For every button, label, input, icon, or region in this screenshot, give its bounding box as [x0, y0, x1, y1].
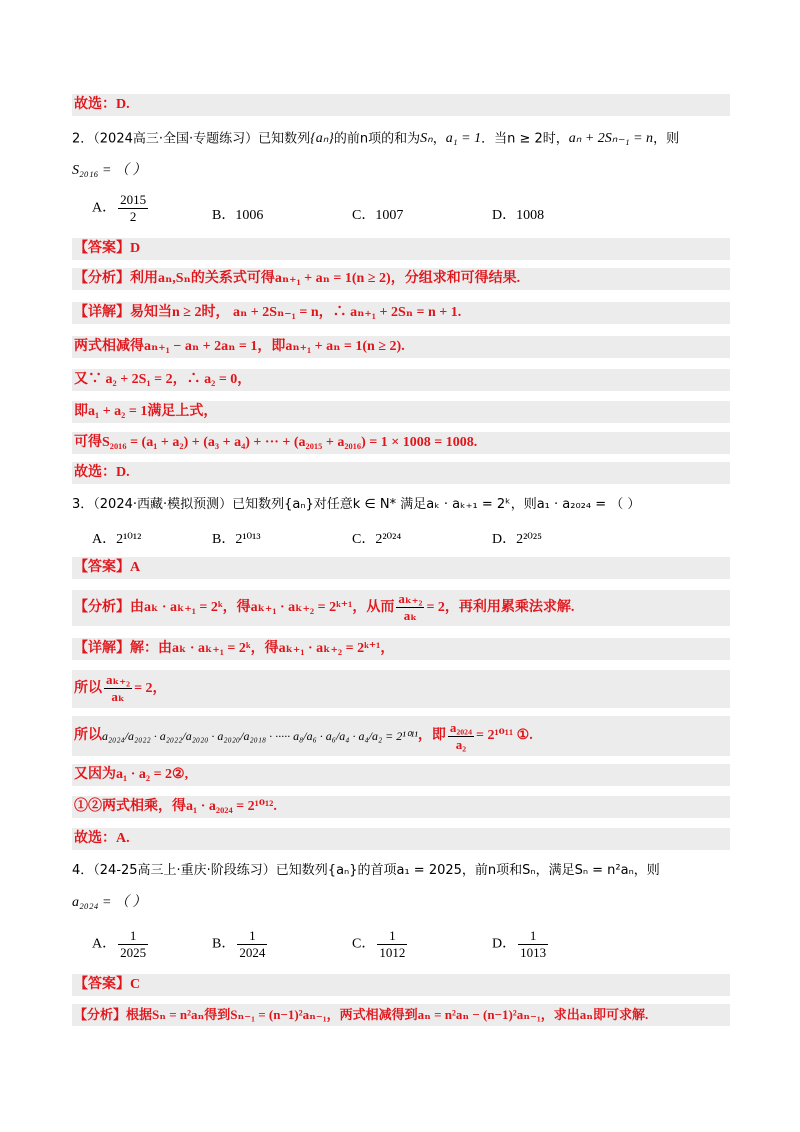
q3-answer: 【答案】A	[72, 557, 730, 579]
question-2-stem: 2．（2024高三·全国·专题练习）已知数列{aₙ}的前n项的和为Sₙ，a₁ = 1．当n ≥ 2时，aₙ + 2Sₙ₋₁ = n，则	[72, 128, 728, 151]
q2-option-d: D．1008	[492, 208, 545, 223]
q2-option-b: B．1006	[212, 208, 264, 223]
q3-detail: 【详解】解：由aₖ · aₖ₊₁ = 2ᵏ，得aₖ₊₁ · aₖ₊₂ = 2ᵏ⁺¹，	[72, 638, 730, 660]
fraction: $\frac{1}{2024}$	[239, 928, 266, 960]
question-2-stem-line2: S₂₀₁₆ = （ ）	[72, 163, 147, 178]
q3-so1: 所以 $\frac{\text{aₖ₊₂}}{\text{aₖ}}$ = 2，	[72, 670, 730, 708]
q3-multiply: ①②两式相乘，得a₁ · a₂₀₂₄ = 2¹⁰¹².	[72, 796, 730, 818]
q2-analysis: 【分析】利用aₙ,Sₙ的关系式可得aₙ₊₁ + aₙ = 1(n ≥ 2)，分组求和可得结果.	[72, 268, 730, 290]
q3-option-a: A．2¹⁰¹²	[92, 532, 142, 547]
q3-so2: 所以a₂₀₂₄/a₂₀₂₂ · a₂₀₂₂/a₂₀₂₀ · a₂₀₂₀/a₂₀₁₈ · ····· a₈/a₆ · a₆/a₄ · a₄/a₂ = 2¹⁰¹¹，即 $\frac{\text{a₂₀₂₄}}{\text{a₂}}$ = 2¹⁰¹¹ ①.	[72, 716, 730, 756]
question-4-stem: 4．（24-25高三上·重庆·阶段练习）已知数列{aₙ}的首项a₁ = 2025，前n项和Sₙ，满足Sₙ = n²aₙ，则	[72, 863, 660, 878]
fraction: $\frac{\text{aₖ₊₂}}{\text{aₖ}}$	[106, 672, 131, 705]
fraction: $\frac{2015}{2}$	[120, 192, 147, 224]
sequence-notation: {aₙ}	[310, 131, 334, 146]
q2-choose: 故选：D.	[72, 462, 730, 484]
q2-option-a: A． $\frac{2015}{2}$	[92, 192, 147, 224]
q4-option-a: A． $\frac{1}{2025}$	[92, 928, 147, 960]
fraction: $\frac{1}{1013}$	[520, 928, 547, 960]
fraction: $\frac{\text{a₂₀₂₄}}{\text{a₂}}$	[449, 719, 472, 752]
fraction: $\frac{\text{aₖ₊₂}}{\text{aₖ}}$	[398, 591, 423, 624]
q3-option-d: D．2²⁰²⁵	[492, 532, 542, 547]
q4-option-c: C． $\frac{1}{1012}$	[352, 928, 406, 960]
q2-option-c: C．1007	[352, 208, 404, 223]
fraction: $\frac{1}{2025}$	[120, 928, 147, 960]
q4-option-b: B． $\frac{1}{2024}$	[212, 928, 266, 960]
q4-analysis: 【分析】根据Sₙ = n²aₙ得到Sₙ₋₁ = (n−1)²aₙ₋₁，两式相减得到aₙ = n²aₙ − (n−1)²aₙ₋₁，求出aₙ即可求解.	[72, 1004, 730, 1026]
q2-satisfy: 即a₁ + a₂ = 1满足上式，	[72, 401, 730, 423]
q2-subtract: 两式相减得aₙ₊₁ − aₙ + 2aₙ = 1，即aₙ₊₁ + aₙ = 1(n ≥ 2).	[72, 336, 730, 358]
q3-choose: 故选：A.	[72, 828, 730, 850]
q3-also: 又因为a₁ · a₂ = 2②,	[72, 764, 730, 786]
choose-line: 故选：D.	[72, 94, 730, 116]
q2-detail: 【详解】易知当n ≥ 2时， aₙ + 2Sₙ₋₁ = n，∴ aₙ₊₁ + 2Sₙ = n + 1.	[72, 302, 730, 324]
fraction: $\frac{1}{1012}$	[379, 928, 406, 960]
q2-answer: 【答案】D	[72, 238, 730, 260]
question-3-stem: 3．（2024·西藏·模拟预测）已知数列{aₙ}对任意k ∈ N* 满足aₖ · aₖ₊₁ = 2ᵏ，则a₁ · a₂₀₂₄ = （ ）	[72, 497, 641, 512]
q2-also: 又∵ a₂ + 2S₁ = 2，∴ a₂ = 0，	[72, 369, 730, 391]
q3-option-c: C．2²⁰²⁴	[352, 532, 402, 547]
q3-option-b: B．2¹⁰¹³	[212, 532, 261, 547]
question-4-stem-line2: a₂₀₂₄ = （ ）	[72, 895, 147, 910]
q4-answer: 【答案】C	[72, 974, 730, 996]
q2-sum: 可得S₂₀₁₆ = (a₁ + a₂) + (a₃ + a₄) + ··· + (a₂₀₁₅ + a₂₀₁₆) = 1 × 1008 = 1008.	[72, 432, 730, 454]
q4-option-d: D． $\frac{1}{1013}$	[492, 928, 547, 960]
q3-analysis: 【分析】由aₖ · aₖ₊₁ = 2ᵏ，得aₖ₊₁ · aₖ₊₂ = 2ᵏ⁺¹，从而 $\frac{\text{aₖ₊₂}}{\text{aₖ}}$ = 2，再利用累乘法求解.	[72, 590, 730, 626]
